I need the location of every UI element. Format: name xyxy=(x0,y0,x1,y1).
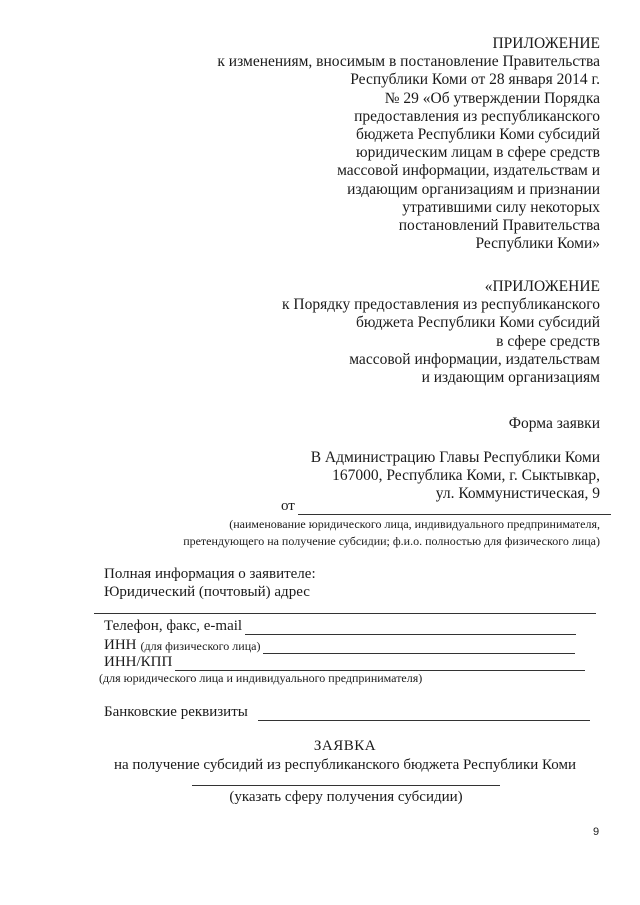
bank-label: Банковские реквизиты xyxy=(104,704,248,720)
header-appendix-line: юридическим лицам в сфере средств xyxy=(356,144,600,162)
from-hint-line1: (наименование юридического лица, индивидуального предпринимателя, xyxy=(229,517,600,531)
procedure-appendix-line: в сфере средств xyxy=(496,332,600,350)
procedure-appendix-line: к Порядку предоставления из республиканского xyxy=(282,296,600,314)
header-appendix-line: постановлений Правительства xyxy=(398,217,600,235)
header-appendix-line: Республики Коми от 28 января 2014 г. xyxy=(350,71,600,89)
procedure-appendix-line: бюджета Республики Коми субсидий xyxy=(355,314,600,332)
procedure-appendix-title: «ПРИЛОЖЕНИЕ xyxy=(484,278,600,295)
inn-note: (для физического лица) xyxy=(140,639,261,653)
inn-label: ИНН xyxy=(104,637,137,653)
form-label-text: Форма заявки xyxy=(508,415,600,432)
header-appendix-line: массовой информации, издательствам и xyxy=(337,162,600,180)
bank-input-line[interactable] xyxy=(258,707,590,721)
address-input-line[interactable] xyxy=(94,600,596,614)
bank-row xyxy=(104,704,590,721)
addressee-line: 167000, Республика Коми, г. Сыктывкар, xyxy=(332,467,600,485)
inn-kpp-row xyxy=(104,654,585,671)
application-subtitle: на получение субсидий из республиканского бюджета Республики Коми xyxy=(113,757,577,773)
header-appendix xyxy=(217,35,600,253)
procedure-appendix-line: массовой информации, издательствам xyxy=(349,350,600,368)
form-label xyxy=(509,415,600,433)
from-label: от xyxy=(281,498,295,514)
procedure-appendix xyxy=(282,278,600,387)
sphere-hint: (указать сферу получения субсидии) xyxy=(229,789,463,805)
header-appendix-line: бюджета Республики Коми субсидий xyxy=(355,126,600,144)
inn-kpp-note: (для юридического лица и индивидуального предпринимателя) xyxy=(99,671,423,685)
header-appendix-line: издающим организациям и признании xyxy=(347,180,600,198)
address-label: Юридический (почтовый) адрес xyxy=(104,584,310,600)
inn-kpp-label: ИНН/КПП xyxy=(104,654,173,670)
inn-input-line[interactable] xyxy=(263,640,575,654)
header-appendix-line: к изменениям, вносимым в постановление Правительства xyxy=(217,53,600,71)
from-hint-line2: претендующего на получение субсидии; ф.и.о. полностью для физического лица) xyxy=(183,534,600,548)
header-appendix-line: предоставления из республиканского xyxy=(354,107,600,125)
header-appendix-line: № 29 «Об утверждении Порядка xyxy=(384,89,600,107)
phone-label: Телефон, факс, e-mail xyxy=(104,618,243,634)
inn-row xyxy=(104,637,575,654)
phone-row xyxy=(104,618,576,635)
addressee xyxy=(311,449,600,504)
header-appendix-title: ПРИЛОЖЕНИЕ xyxy=(492,35,600,52)
page-number: 9 xyxy=(593,826,600,838)
sphere-input-line[interactable] xyxy=(192,772,500,786)
from-row xyxy=(281,498,611,515)
inn-kpp-input-line[interactable] xyxy=(175,657,585,671)
procedure-appendix-line: и издающим организациям xyxy=(421,369,600,387)
header-appendix-line: утратившими силу некоторых xyxy=(402,198,600,216)
phone-input-line[interactable] xyxy=(245,621,576,635)
application-title: ЗАЯВКА xyxy=(313,738,377,754)
addressee-line: В Администрацию Главы Республики Коми xyxy=(310,449,600,466)
addressee-line: ул. Коммунистическая, 9 xyxy=(435,485,600,503)
header-appendix-line: Республики Коми» xyxy=(475,235,600,253)
applicant-heading: Полная информация о заявителе: xyxy=(104,566,316,582)
from-input-line[interactable] xyxy=(298,501,611,515)
